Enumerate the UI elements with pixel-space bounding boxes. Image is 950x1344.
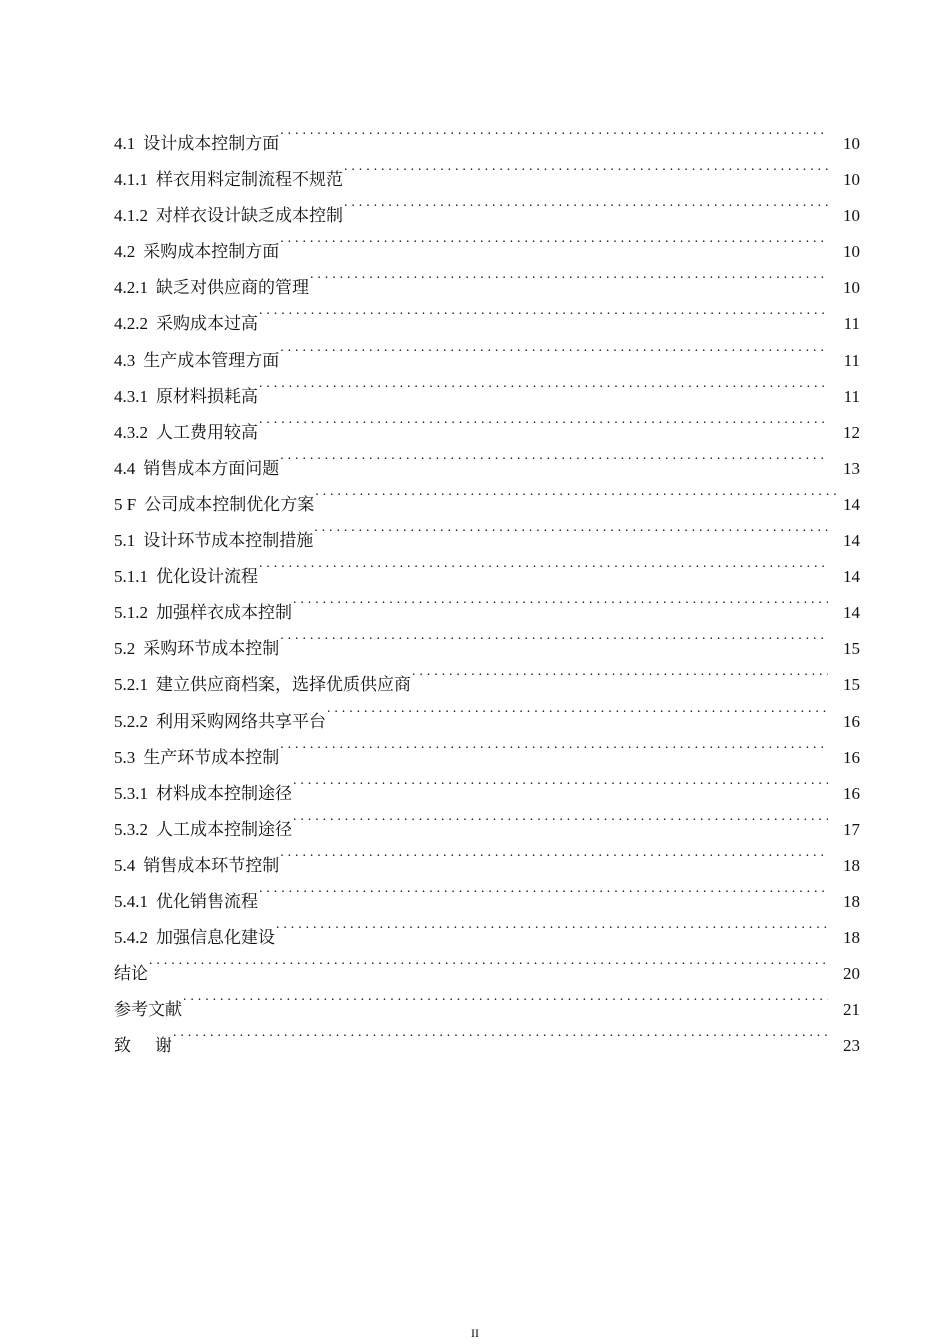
toc-entry-number: 5.3 [114,747,136,767]
toc-dot-leader [293,763,828,799]
toc-entry-title: 优化销售流程 [156,891,258,911]
toc-entry-title: 销售成本方面问题 [143,458,280,478]
toc-dot-leader [280,221,828,257]
toc-entry-title: 结论 [114,964,148,984]
toc-entry-number: 5.3.1 [114,783,148,803]
toc-entry-page: 11 [843,314,860,334]
toc-entry-number: 5.1.2 [114,603,148,623]
toc-entry-number: 5.3.2 [114,819,148,839]
toc-dot-leader [259,366,828,402]
toc-dot-leader [276,907,828,943]
toc-entry-number: 5.4.2 [114,928,148,948]
toc-dot-leader [280,727,828,763]
toc-entry-page: 14 [843,603,860,623]
toc-entry-page: 15 [843,675,860,695]
toc-entry-number: 4.3.1 [114,386,148,406]
toc-entry-number: 4.2.1 [114,278,148,298]
toc-entry-title: 采购环节成本控制 [143,639,280,659]
toc-entry-page: 11 [843,350,860,370]
toc-entry-title: 人工费用较高 [156,422,258,442]
toc-entry-number: 5.2 [114,639,136,659]
toc-entry-title: 谢 [155,1036,172,1056]
toc-entry-number: 5.2.2 [114,711,148,731]
toc-entry-title: 销售成本环节控制 [143,855,280,875]
toc-dot-leader [412,654,828,690]
toc-entry[interactable] [114,113,860,153]
toc-entry-references[interactable] [114,979,860,1020]
toc-entry-page: 18 [843,928,860,948]
toc-entry-number: 4.1.2 [114,206,148,226]
toc-entry-number: 致 [114,1036,131,1056]
toc-entry-title: 设计环节成本控制措施 [143,531,314,551]
toc-entry-page: 21 [843,1000,860,1020]
toc-entry-title: 样衣用料定制流程不规范 [156,170,343,190]
toc-entry-page: 16 [843,783,860,803]
toc-entry-number: 5.4 [114,855,136,875]
toc-entry-number: 4.4 [114,458,136,478]
toc-dot-leader [293,799,828,835]
toc-entry-number: 4.2.2 [114,314,148,334]
toc-dot-leader [280,438,828,474]
toc-entry-title: 生产成本管理方面 [143,350,280,370]
toc-entry-page: 10 [843,134,860,153]
toc-entry-page: 10 [843,242,860,262]
toc-dot-leader [280,618,828,654]
toc-entry-number: 4.3 [114,350,136,370]
toc-entry-number: 4.3.2 [114,422,148,442]
toc-entry-page: 14 [843,531,860,551]
toc-entry-title: 对样衣设计缺乏成本控制 [156,206,343,226]
toc-entry-number: 5.2.1 [114,675,148,695]
toc-entry-page: 18 [843,891,860,911]
toc-entry-page: 17 [843,819,860,839]
toc-entry-page: 20 [843,964,860,984]
toc-entry-number: 5.4.1 [114,891,148,911]
toc-entry-title: 利用采购网络共享平台 [156,711,326,731]
toc-dot-leader [293,582,828,618]
toc-entry-title: 采购成本控制方面 [143,242,280,262]
toc-dot-leader [259,546,828,582]
toc-entry-title: 设计成本控制方面 [143,134,280,153]
toc-entry-title: 原材料损耗高 [156,386,258,406]
toc-entry-title: 参考文献 [114,1000,182,1020]
toc-entry-page: 16 [843,711,860,731]
toc-entry-title: 加强信息化建设 [156,928,275,948]
toc-entry-acknowledgements[interactable] [114,1015,860,1056]
toc-dot-leader [344,149,828,185]
toc-dot-leader [280,835,828,871]
toc-dot-leader [259,402,828,438]
toc-entry-title: 人工成本控制途径 [156,819,292,839]
toc-entry-page: 10 [843,278,860,298]
toc-entry-page: 18 [843,855,860,875]
toc-entry-page: 10 [843,206,860,226]
toc-dot-leader [259,293,828,329]
toc-entry-title: 优化设计流程 [156,567,258,587]
toc-dot-leader [259,871,828,907]
toc-entry-number: 5 F [114,494,137,514]
toc-entry-page: 12 [843,422,860,442]
toc-dot-leader [314,510,828,546]
toc-entry-title: 缺乏对供应商的管理 [156,278,309,298]
toc-dot-leader [327,691,828,727]
toc-entry-title: 采购成本过高 [156,314,258,334]
toc-dot-leader [280,330,828,366]
toc-dot-leader [149,943,828,979]
toc-entry-page: 15 [843,639,860,659]
table-of-contents [114,113,860,1056]
toc-entry-page: 14 [843,567,860,587]
toc-entry-number: 4.1 [114,134,136,153]
toc-entry-page: 23 [843,1036,860,1056]
toc-entry-title: 建立供应商档案，选择优质供应商 [156,675,411,695]
toc-dot-leader [344,185,828,221]
toc-entry-page: 11 [843,386,860,406]
toc-entry-title: 材料成本控制途径 [156,783,292,803]
toc-entry-page: 13 [843,458,860,478]
toc-entry-page: 14 [843,494,860,514]
toc-entry-number: 4.1.1 [114,170,148,190]
toc-entry-page: 10 [843,170,860,190]
toc-entry-title: 生产环节成本控制 [143,747,280,767]
toc-entry-conclusion[interactable] [114,943,860,984]
toc-entry-title: 加强样衣成本控制 [156,603,292,623]
toc-entry-title: 公司成本控制优化方案 [144,494,315,514]
toc-dot-leader [315,474,836,510]
toc-entry-page: 16 [843,747,860,767]
toc-entry-number: 5.1.1 [114,567,148,587]
toc-entry-number: 4.2 [114,242,136,262]
toc-dot-leader [183,979,828,1015]
toc-dot-leader [173,1015,828,1051]
page-number: II [471,1326,479,1340]
toc-entry-number: 5.1 [114,531,136,551]
toc-dot-leader [280,113,828,149]
toc-dot-leader [310,257,828,293]
